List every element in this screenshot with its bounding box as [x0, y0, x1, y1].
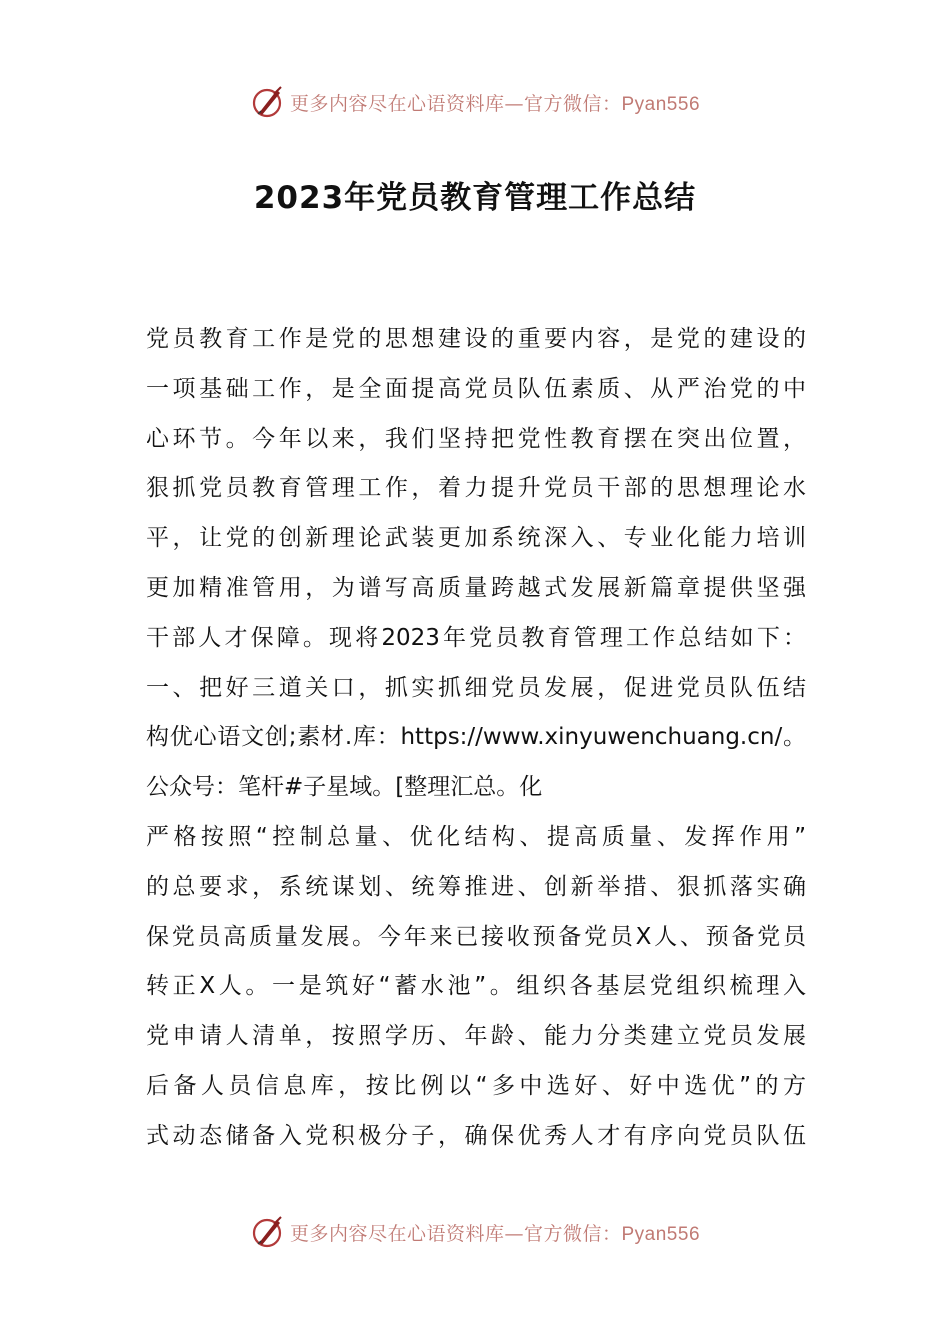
header-banner: [0, 82, 950, 122]
banner-text-cn: 更多内容尽在心语资料库—官方微信：: [289, 1222, 622, 1245]
body-line-with-link: 构优心语文创;素材.库：https://www.xinyuwenchuang.cn/。: [146, 724, 806, 751]
body-line: 党申请人清单，按照学历、年龄、能力分类建立党员发展: [146, 1023, 806, 1050]
banner-wechat-id: Pyan556: [621, 93, 701, 115]
body-line: 平，让党的创新理论武装更加系统深入、专业化能力培训: [146, 525, 806, 552]
body-line: 公众号：笔杆#子星域。[整理汇总。化: [146, 774, 543, 801]
body-line: 一、把好三道关口，抓实抓细党员发展，促进党员队伍结: [146, 674, 806, 701]
body-line: 严格按照“控制总量、优化结构、提高质量、发挥作用”: [146, 823, 806, 850]
body-line: 一项基础工作，是全面提高党员队伍素质、从严治党的中: [146, 375, 806, 402]
banner-wechat-id: Pyan556: [621, 1223, 701, 1245]
body-line: 式动态储备入党积极分子，确保优秀人才有序向党员队伍: [146, 1122, 806, 1149]
banner-text: [290, 1219, 700, 1246]
body-line: 党员教育工作是党的思想建设的重要内容，是党的建设的: [146, 326, 806, 352]
banner-text: [290, 89, 700, 116]
document-title: 2023年党员教育管理工作总结: [253, 180, 697, 216]
body-line: 的总要求，系统谋划、统筹推进、创新举措、狠抓落实确: [146, 873, 806, 900]
banner-text-cn: 更多内容尽在心语资料库—官方微信：: [289, 92, 622, 115]
body-line: 狠抓党员教育管理工作，着力提升党员干部的思想理论水: [146, 475, 806, 502]
body-line: 心环节。今年以来，我们坚持把党性教育摆在突出位置，: [146, 425, 806, 452]
body-line: 更加精准管用，为谱写高质量跨越式发展新篇章提供坚强: [146, 574, 806, 601]
document-body: [146, 315, 806, 1162]
body-line: 后备人员信息库，按比例以“多中选好、好中选优”的方: [146, 1072, 806, 1099]
body-line: 干部人才保障。现将2023年党员教育管理工作总结如下：: [146, 624, 806, 651]
quill-pen-icon: [250, 1214, 286, 1250]
body-line: 转正X人。一是筑好“蓄水池”。组织各基层党组织梳理入: [146, 973, 806, 1000]
quill-pen-icon: [250, 84, 286, 120]
body-line: 保党员高质量发展。今年来已接收预备党员X人、预备党员: [146, 923, 806, 950]
footer-banner: [0, 1212, 950, 1252]
